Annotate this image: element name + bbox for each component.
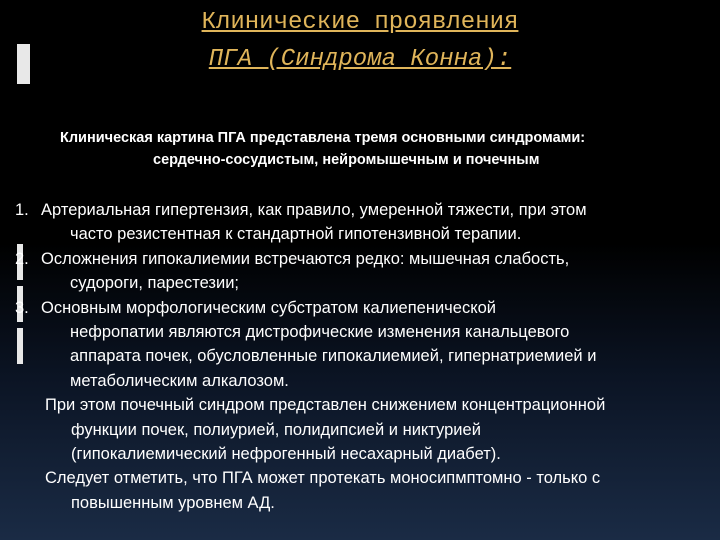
- decor-bar: [17, 44, 30, 84]
- list-item-number: 3.: [15, 298, 29, 317]
- paragraph-line: (гипокалиемический нефрогенный несахарный диабет).: [71, 445, 501, 464]
- paragraph-line: Следует отметить, что ПГА может протекать моносипмптомно - только с: [45, 469, 601, 488]
- list-item-line: судороги, парестезии;: [70, 274, 239, 293]
- list-item-number: 2.: [15, 249, 29, 268]
- slide-title: [100, 4, 620, 78]
- list-item-line: часто резистентная к стандартной гипотензивной терапии.: [70, 225, 522, 244]
- list-item-line: Осложнения гипокалиемии встречаются редко: мышечная слабость,: [41, 249, 570, 268]
- list-item-line: метаболическим алкалозом.: [70, 371, 289, 390]
- title-line-2: ПГА (Синдрома Конна):: [208, 46, 512, 73]
- list-item-line: Основным морфологическим субстратом калиепенической: [41, 298, 496, 317]
- subtitle-line-1: Клиническая картина ПГА представлена тремя основными синдромами:: [60, 130, 586, 146]
- subtitle-line-2: сердечно-сосудистым, нейромышечным и почечным: [153, 152, 540, 168]
- list-item-number: 1.: [15, 201, 29, 219]
- list-item: [15, 247, 720, 271]
- list-item: [15, 198, 720, 222]
- list-item-line: аппарата почек, обусловленные гипокалиемией, гипернатриемией и: [70, 347, 597, 366]
- list-item: [15, 296, 720, 320]
- paragraph-line: повышенным уровнем АД.: [71, 493, 275, 512]
- slide-subtitle: [60, 127, 720, 171]
- paragraph-line: функции почек, полиурией, полидипсией и никтурией: [71, 420, 481, 439]
- body-text: [15, 198, 720, 515]
- list-item-line: Артериальная гипертензия, как правило, умеренной тяжести, при этом: [41, 201, 587, 219]
- title-line-1: Клинические проявления: [201, 9, 519, 36]
- paragraph-line: При этом почечный синдром представлен снижением концентрационной: [45, 396, 606, 415]
- list-item-line: нефропатии являются дистрофические изменения канальцевого: [70, 323, 570, 342]
